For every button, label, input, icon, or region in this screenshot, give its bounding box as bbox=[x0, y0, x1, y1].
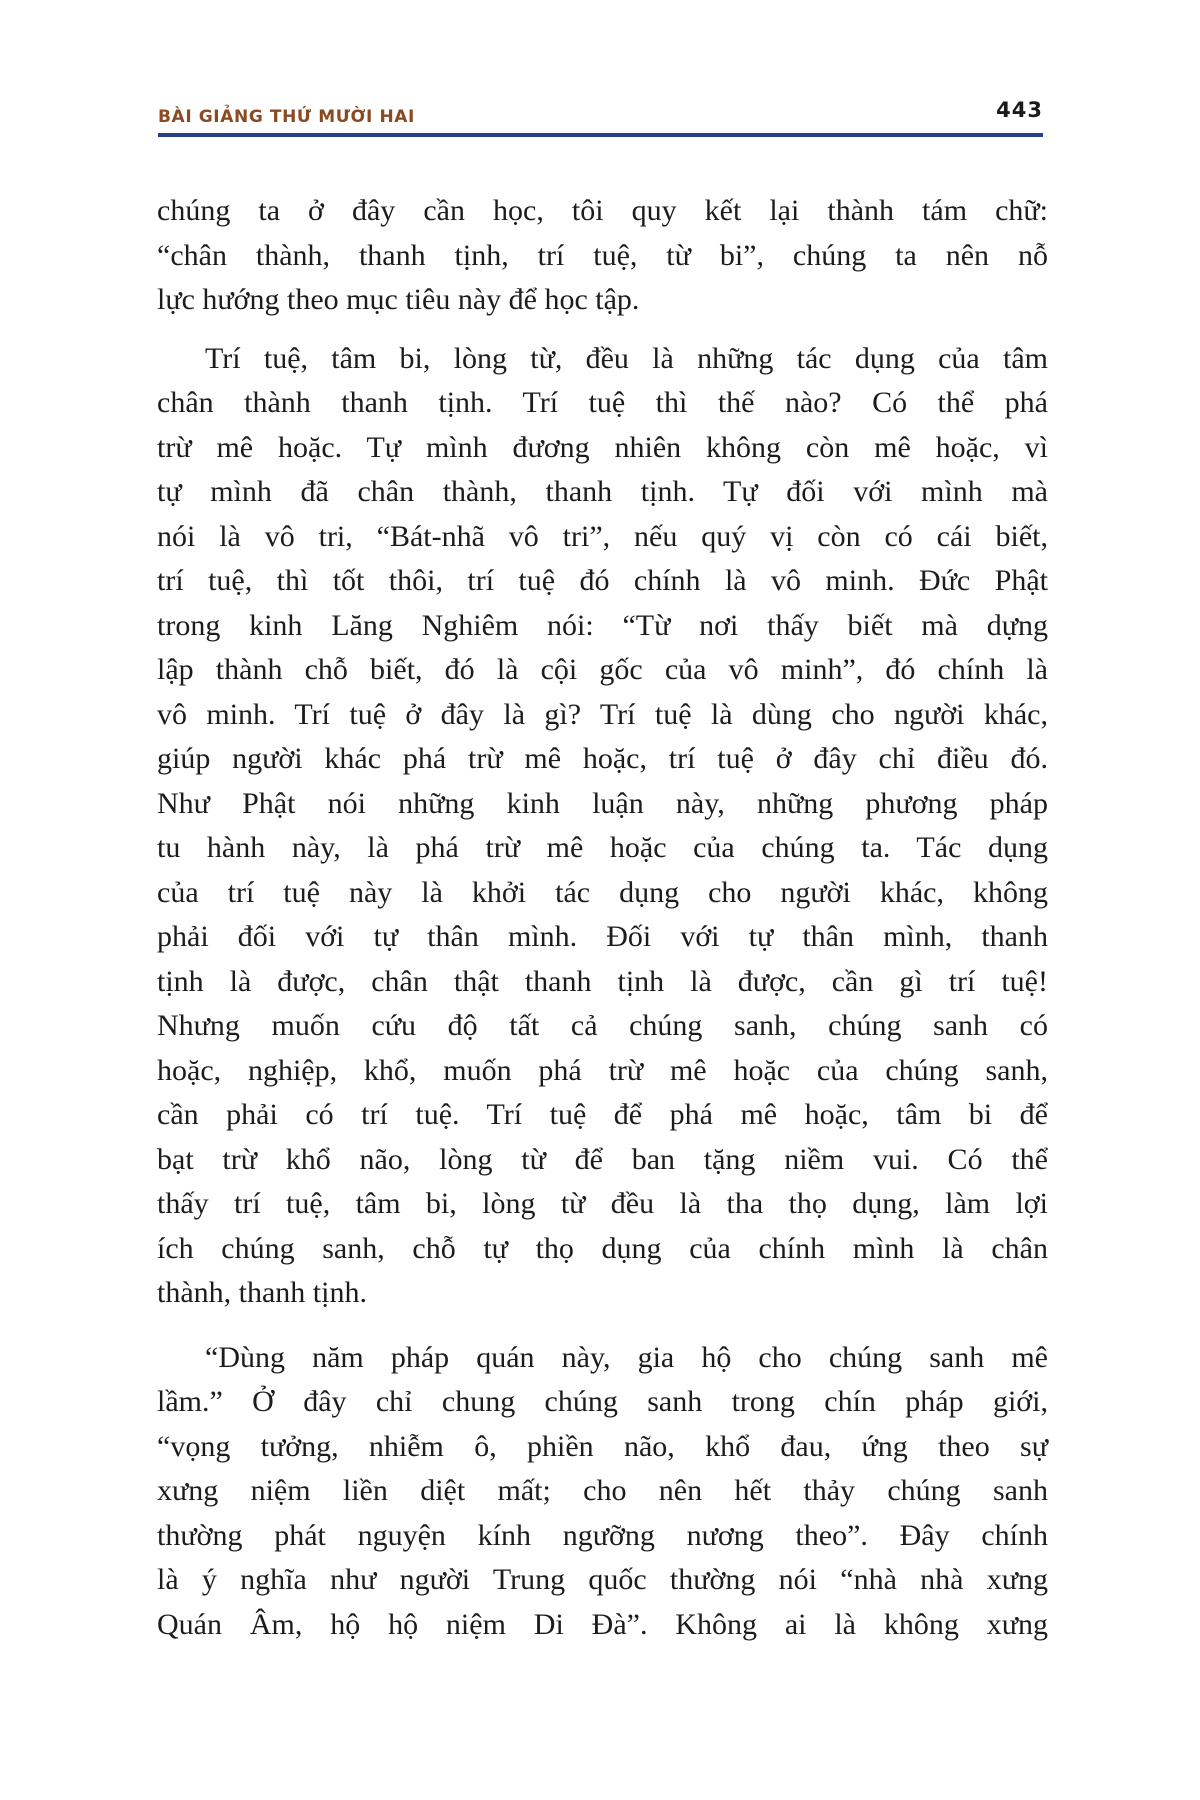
text-line: lầm.” Ở đây chỉ chung chúng sanh trong chín pháp giới, bbox=[157, 1385, 1048, 1418]
running-head-title: BÀI GIẢNG THỨ MƯỜI HAI bbox=[158, 107, 415, 127]
body-text bbox=[157, 189, 1048, 1647]
text-line: tịnh là được, chân thật thanh tịnh là được, cần gì trí tuệ! bbox=[157, 964, 1048, 998]
text-line: hoặc, nghiệp, khổ, muốn phá trừ mê hoặc của chúng sanh, bbox=[157, 1053, 1048, 1087]
text-line: cần phải có trí tuệ. Trí tuệ để phá mê hoặc, tâm bi để bbox=[157, 1098, 1048, 1131]
text-line: tu hành này, là phá trừ mê hoặc của chúng ta. Tác dụng bbox=[157, 831, 1048, 864]
text-line: phải đối với tự thân mình. Đối với tự thân mình, thanh bbox=[157, 920, 1048, 953]
text-line: lực hướng theo mục tiêu này để học tập. bbox=[157, 283, 640, 316]
text-line: trong kinh Lăng Nghiêm nói: “Từ nơi thấy biết mà dựng bbox=[157, 608, 1048, 642]
text-line: là ý nghĩa như người Trung quốc thường nói “nhà nhà xưng bbox=[157, 1563, 1048, 1596]
text-line: của trí tuệ này là khởi tác dụng cho người khác, không bbox=[157, 875, 1048, 909]
text-line: xưng niệm liền diệt mất; cho nên hết thảy chúng sanh bbox=[157, 1474, 1048, 1507]
text-line: Trí tuệ, tâm bi, lòng từ, đều là những tác dụng của tâm bbox=[205, 341, 1048, 375]
text-line: trừ mê hoặc. Tự mình đương nhiên không còn mê hoặc, vì bbox=[157, 430, 1048, 464]
text-line: thường phát nguyện kính ngưỡng nương theo”. Đây chính bbox=[157, 1518, 1048, 1552]
text-line: Nhưng muốn cứu độ tất cả chúng sanh, chúng sanh có bbox=[157, 1009, 1048, 1042]
text-line: lập thành chỗ biết, đó là cội gốc của vô minh”, đó chính là bbox=[157, 653, 1048, 686]
text-line: ích chúng sanh, chỗ tự thọ dụng của chính mình là chân bbox=[157, 1231, 1048, 1265]
header-rule-divider bbox=[158, 133, 1043, 137]
text-line: Quán Âm, hộ hộ niệm Di Đà”. Không ai là không xưng bbox=[157, 1607, 1048, 1641]
text-line: thành, thanh tịnh. bbox=[157, 1276, 367, 1309]
text-line: “vọng tưởng, nhiễm ô, phiền não, khổ đau, ứng theo sự bbox=[157, 1429, 1048, 1463]
text-line: giúp người khác phá trừ mê hoặc, trí tuệ ở đây chỉ điều đó. bbox=[157, 742, 1048, 775]
text-line: “chân thành, thanh tịnh, trí tuệ, từ bi”, chúng ta nên nỗ bbox=[157, 238, 1048, 272]
paragraph bbox=[157, 337, 1048, 1316]
page-number: 443 bbox=[996, 98, 1043, 122]
text-line: chân thành thanh tịnh. Trí tuệ thì thế nào? Có thể phá bbox=[157, 386, 1048, 419]
text-line: trí tuệ, thì tốt thôi, trí tuệ đó chính là vô minh. Đức Phật bbox=[157, 564, 1048, 597]
paragraph bbox=[157, 1336, 1048, 1648]
text-line: thấy trí tuệ, tâm bi, lòng từ đều là tha thọ dụng, làm lợi bbox=[157, 1187, 1048, 1220]
text-line: “Dùng năm pháp quán này, gia hộ cho chúng sanh mê bbox=[205, 1340, 1048, 1374]
text-line: bạt trừ khổ não, lòng từ để ban tặng niềm vui. Có thể bbox=[157, 1142, 1048, 1176]
text-line: vô minh. Trí tuệ ở đây là gì? Trí tuệ là dùng cho người khác, bbox=[157, 697, 1048, 731]
text-line: Như Phật nói những kinh luận này, những phương pháp bbox=[157, 786, 1048, 820]
text-line: tự mình đã chân thành, thanh tịnh. Tự đối với mình mà bbox=[157, 475, 1048, 508]
paragraph bbox=[157, 189, 1048, 323]
text-line: chúng ta ở đây cần học, tôi quy kết lại thành tám chữ: bbox=[157, 194, 1048, 227]
text-line: nói là vô tri, “Bát-nhã vô tri”, nếu quý vị còn có cái biết, bbox=[157, 519, 1048, 553]
